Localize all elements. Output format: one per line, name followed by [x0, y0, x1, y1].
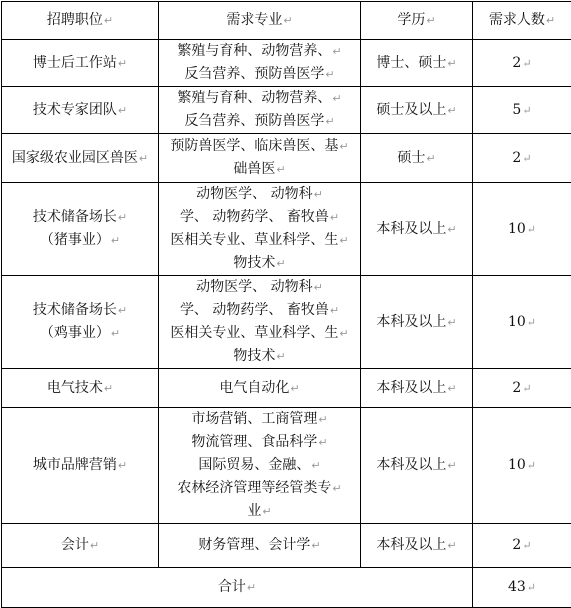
- position-cell-line: 城市品牌营销↵: [4, 454, 156, 477]
- position-cell-line: 博士后工作站↵: [4, 52, 156, 75]
- major-cell: [159, 183, 361, 276]
- major-cell: [159, 369, 361, 408]
- major-cell-line: 物技术↵: [161, 345, 358, 368]
- education-cell: 硕士↵: [361, 134, 473, 183]
- count-cell: 2↵: [473, 40, 571, 87]
- major-cell-line: 反刍营养、预防兽医学↵: [161, 63, 358, 86]
- major-cell-line: 繁殖与育种、动物营养、↵: [161, 87, 358, 110]
- position-cell-line: 技术储备场长↵: [4, 206, 156, 229]
- position-cell-line: 技术储备场长↵: [4, 299, 156, 322]
- major-cell: [159, 134, 361, 183]
- total-count: 43↵: [473, 568, 571, 608]
- major-cell: [159, 40, 361, 87]
- position-cell-line: （猪事业）↵: [4, 229, 156, 252]
- table-header-row: [2, 2, 571, 40]
- major-cell-line: 动物医学、 动物科↵: [161, 276, 358, 299]
- table-row: [2, 408, 571, 524]
- position-cell-line: 技术专家团队↵: [4, 99, 156, 122]
- major-cell-line: 学、 动物药学、 畜牧兽↵: [161, 299, 358, 322]
- major-cell-line: 动物医学、 动物科↵: [161, 183, 358, 206]
- major-cell-line: 反刍营养、预防兽医学↵: [161, 110, 358, 133]
- education-cell: 本科及以上↵: [361, 408, 473, 524]
- header-education: 学历↵: [361, 2, 473, 40]
- major-cell-line: 物技术↵: [161, 252, 358, 275]
- count-cell: 10↵: [473, 276, 571, 369]
- header-major: 需求专业↵: [159, 2, 361, 40]
- count-cell: 5↵: [473, 87, 571, 134]
- table-row: [2, 369, 571, 408]
- total-row: [2, 568, 571, 608]
- count-cell: 2↵: [473, 134, 571, 183]
- table-row: [2, 134, 571, 183]
- education-cell: 本科及以上↵: [361, 524, 473, 568]
- table-row: [2, 87, 571, 134]
- position-cell-line: 国家级农业园区兽医↵: [4, 147, 156, 170]
- major-cell-line: 电气自动化↵: [161, 377, 358, 400]
- position-cell: [2, 369, 159, 408]
- count-cell: 10↵: [473, 408, 571, 524]
- position-cell: [2, 408, 159, 524]
- education-cell: 本科及以上↵: [361, 276, 473, 369]
- count-cell: 2↵: [473, 369, 571, 408]
- table-row: [2, 40, 571, 87]
- position-cell: [2, 524, 159, 568]
- header-count: 需求人数↵: [473, 2, 571, 40]
- major-cell-line: 医相关专业、草业科学、生↵: [161, 322, 358, 345]
- education-cell: 本科及以上↵: [361, 369, 473, 408]
- major-cell-line: 础兽医↵: [161, 158, 358, 181]
- education-cell: 博士、硕士↵: [361, 40, 473, 87]
- table-row: [2, 276, 571, 369]
- position-cell-line: 电气技术↵: [4, 377, 156, 400]
- position-cell: [2, 183, 159, 276]
- major-cell: [159, 408, 361, 524]
- position-cell: [2, 134, 159, 183]
- major-cell: [159, 87, 361, 134]
- education-cell: 本科及以上↵: [361, 183, 473, 276]
- major-cell-line: 财务管理、会计学↵: [161, 534, 358, 557]
- count-cell: 10↵: [473, 183, 571, 276]
- major-cell-line: 物流管理、食品科学↵: [161, 431, 358, 454]
- count-cell: 2↵: [473, 524, 571, 568]
- major-cell-line: 医相关专业、草业科学、生↵: [161, 229, 358, 252]
- position-cell-line: （鸡事业）↵: [4, 322, 156, 345]
- education-cell: 硕士及以上↵: [361, 87, 473, 134]
- total-label: 合计↵: [2, 568, 473, 608]
- position-cell: [2, 40, 159, 87]
- major-cell-line: 预防兽医学、临床兽医、基↵: [161, 135, 358, 158]
- major-cell-line: 市场营销、工商管理↵: [161, 408, 358, 431]
- major-cell-line: 业↵: [161, 500, 358, 523]
- major-cell-line: 学、 动物药学、 畜牧兽↵: [161, 206, 358, 229]
- major-cell-line: 国际贸易、金融、↵: [161, 454, 358, 477]
- recruitment-table: [1, 1, 571, 608]
- position-cell: [2, 276, 159, 369]
- table-row: [2, 524, 571, 568]
- position-cell-line: 会计↵: [4, 534, 156, 557]
- major-cell-line: 农林经济管理等经管类专↵: [161, 477, 358, 500]
- position-cell: [2, 87, 159, 134]
- major-cell: [159, 524, 361, 568]
- major-cell-line: 繁殖与育种、动物营养、↵: [161, 40, 358, 63]
- table-row: [2, 183, 571, 276]
- major-cell: [159, 276, 361, 369]
- header-position: 招聘职位↵: [2, 2, 159, 40]
